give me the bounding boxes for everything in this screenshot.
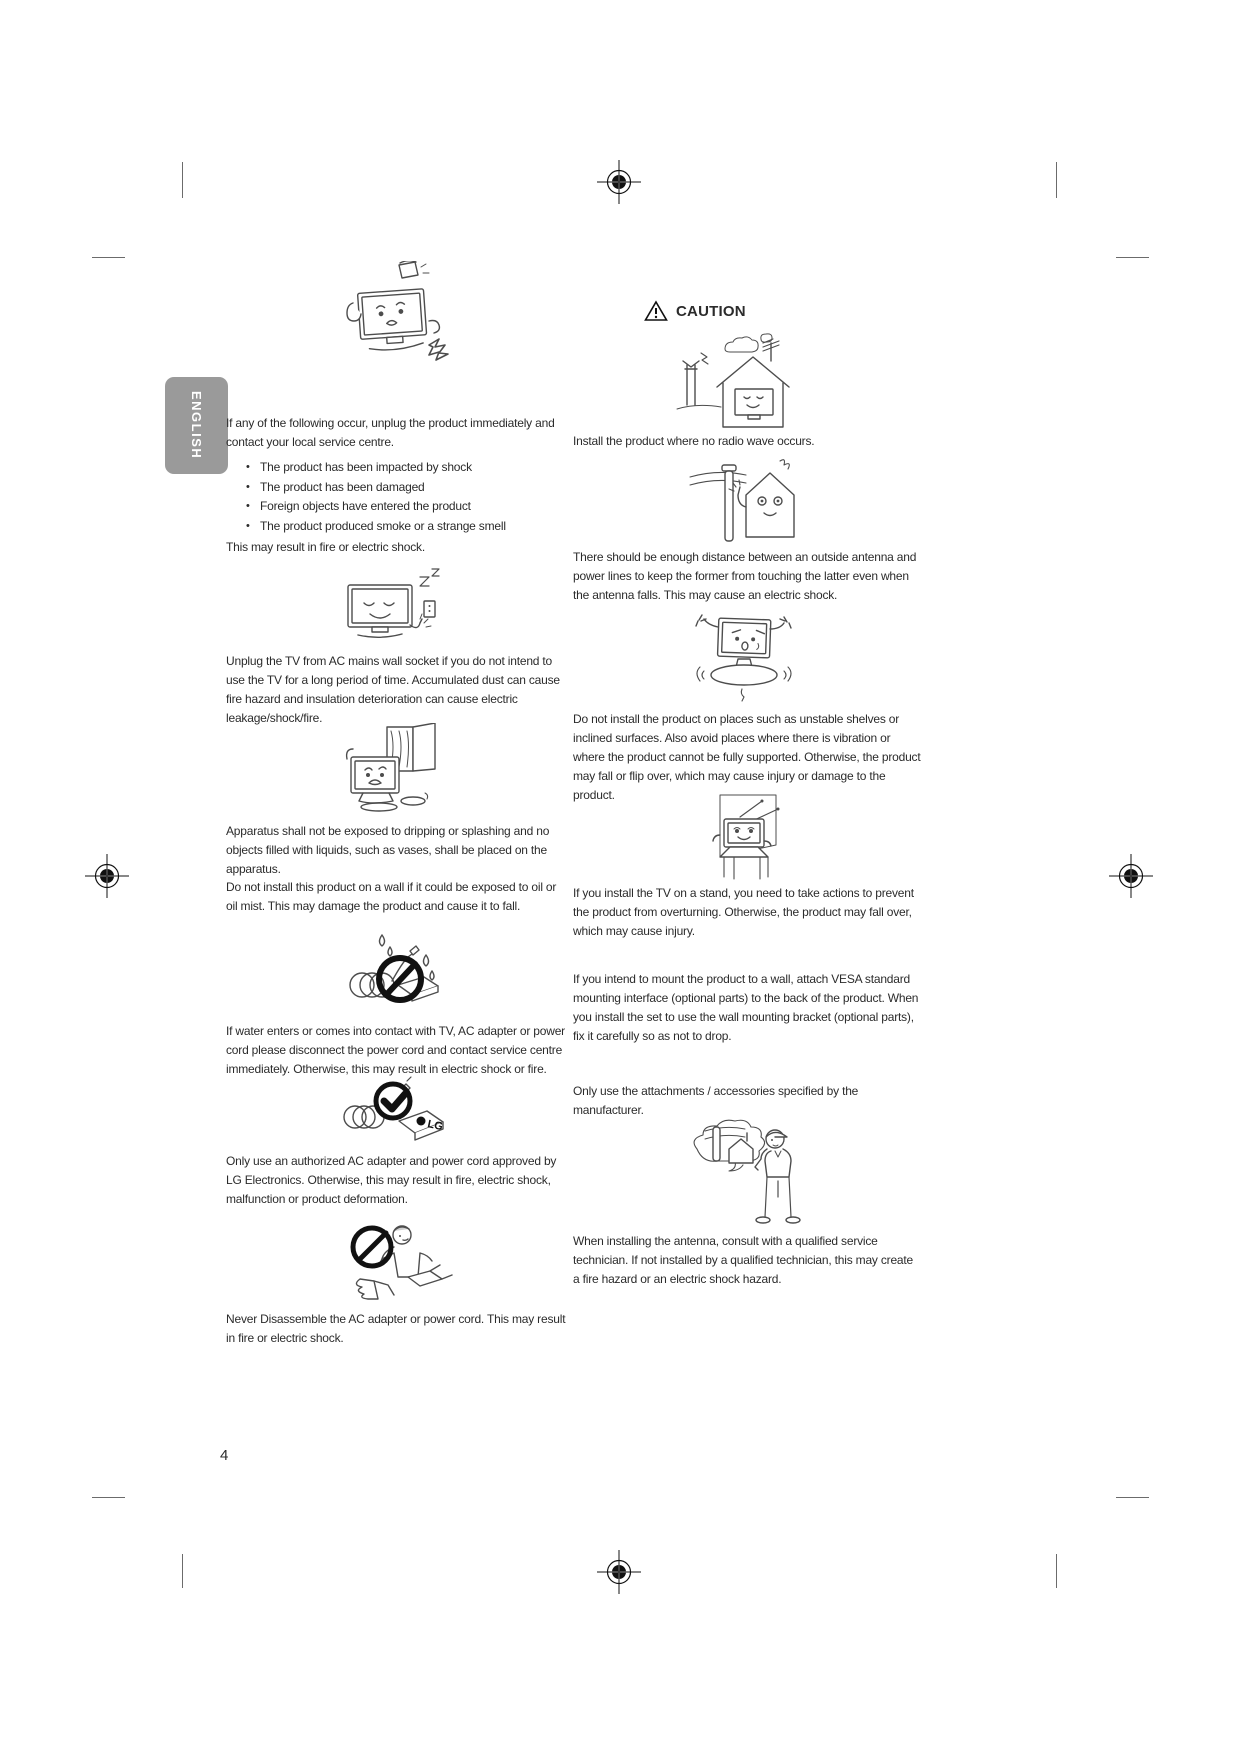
page-number: 4 <box>220 1447 229 1464</box>
paragraph-stand-overturn: If you install the TV on a stand, you need to take actions to prevent the product from overturning. Otherwise, the product may fall over, which may cause injury. <box>573 886 914 938</box>
crop-mark <box>1056 1554 1057 1588</box>
caution-heading <box>644 300 746 322</box>
lg-logo-text: LG <box>426 1118 444 1134</box>
language-tab-english <box>165 377 228 474</box>
language-tab-label: ENGLISH <box>189 391 204 460</box>
illustration-adapter-water-prohibited <box>250 928 540 1018</box>
bullet-item: • Foreign objects have entered the product <box>246 497 576 517</box>
illustration-tv-window-splash <box>250 722 540 818</box>
illustration-tv-unplugged <box>250 566 540 652</box>
registration-mark-top-icon <box>595 158 643 206</box>
paragraph-water-contact: If water enters or comes into contact with TV, AC adapter or power cord please disconnect the power cord and contact service centre immediately. Otherwise, this may result in electric shock or fire. <box>226 1024 565 1076</box>
crop-mark <box>92 1497 125 1498</box>
illustration-never-disassemble <box>250 1218 540 1310</box>
paragraph-fire-shock-result: This may result in fire or electric shock. <box>226 540 425 554</box>
registration-mark-right-icon <box>1107 852 1155 900</box>
paragraph-unplug-long-period: Unplug the TV from AC mains wall socket if you do not intend to use the TV for a long period of time. Accumulated dust can cause fire hazard and insulation deterioration can cause electric leakage/shock/fire. <box>226 654 560 725</box>
paragraph-unplug-immediately: If any of the following occur, unplug the product immediately and contact your local service centre. <box>226 416 555 449</box>
paragraph-never-disassemble: Never Disassemble the AC adapter or power cord. This may result in fire or electric shock. <box>226 1312 566 1345</box>
crop-mark <box>1116 1497 1149 1498</box>
illustration-authorized-adapter <box>250 1074 540 1152</box>
illustration-tv-secured-stand <box>600 792 890 884</box>
illustration-unstable-surface <box>600 612 890 710</box>
paragraph-dripping-splashing: Apparatus shall not be exposed to dripping or splashing and no objects filled with liquids, such as vases, shall be placed on the apparatus. <box>226 824 550 876</box>
crop-mark <box>182 162 183 198</box>
bullet-item: • The product has been impacted by shock <box>246 458 576 478</box>
paragraph-accessories: Only use the attachments / accessories specified by the manufacturer. <box>573 1084 859 1117</box>
illustration-tv-impact <box>250 258 540 376</box>
crop-mark <box>1116 257 1149 258</box>
crop-mark <box>1056 162 1057 198</box>
bullet-item: • The product produced smoke or a strange smell <box>246 517 576 537</box>
paragraph-vesa-mount: If you intend to mount the product to a wall, attach VESA standard mounting interface (optional parts) to the back of the product. When you install the set to use the wall mounting bracket (optional parts), fix it carefully so as not to drop. <box>573 972 919 1043</box>
registration-mark-left-icon <box>83 852 131 900</box>
warning-triangle-icon <box>644 300 668 322</box>
bullet-item: • The product has been damaged <box>246 478 576 498</box>
crop-mark <box>182 1554 183 1588</box>
paragraph-oil-mist: Do not install this product on a wall if it could be exposed to oil or oil mist. This may damage the product and cause it to fall. <box>226 880 557 913</box>
paragraph-qualified-technician: When installing the antenna, consult with a qualified service technician. If not installed by a qualified technician, this may create a fire hazard or an electric shock hazard. <box>573 1234 913 1286</box>
crop-mark <box>92 257 125 258</box>
paragraph-antenna-powerline: There should be enough distance between an outside antenna and power lines to keep the former from touching the latter even when the antenna falls. This may cause an electric shock. <box>573 550 917 602</box>
caution-label: CAUTION <box>676 302 746 320</box>
paragraph-no-radio-wave: Install the product where no radio wave occurs. <box>573 434 815 448</box>
registration-mark-bottom-icon <box>595 1548 643 1596</box>
illustration-consult-technician <box>600 1118 890 1230</box>
illustration-house-no-radio-wave <box>600 330 890 434</box>
paragraph-unstable-shelves: Do not install the product on places such as unstable shelves or inclined surfaces. Also avoid places where there is vibration or where the product cannot be fully supported. Otherwise, the product may fall or flip over, which may cause injury or damage to the product. <box>573 712 921 802</box>
illustration-antenna-powerline-distance <box>600 454 890 548</box>
paragraph-authorized-adapter: Only use an authorized AC adapter and power cord approved by LG Electronics. Otherwise, this may result in fire, electric shock, malfunction or product deformation. <box>226 1154 557 1206</box>
symptom-bullet-list <box>238 458 576 536</box>
